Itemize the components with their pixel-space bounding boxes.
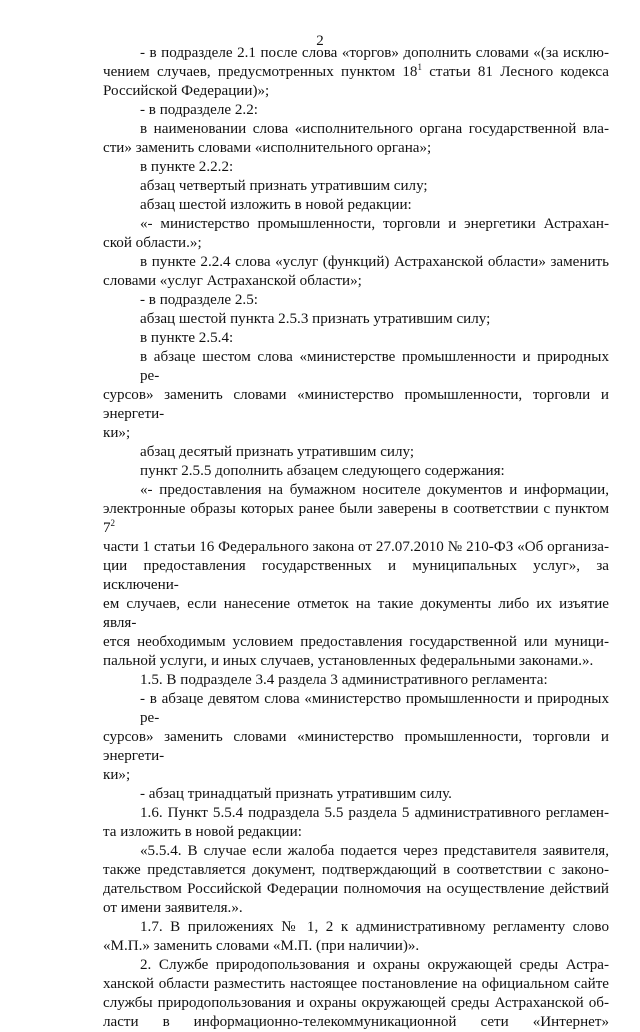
text-line — [103, 671, 609, 690]
text-line-content: та изложить в новой редакции: — [103, 824, 302, 840]
text-line-content: части 1 статьи 16 Федерального закона от 27.07.2010 № 210-ФЗ «Об организа- — [103, 539, 609, 555]
text-line — [103, 310, 609, 329]
text-line-content: словами «услуг Астраханской области»; — [103, 273, 362, 289]
text-line — [103, 633, 609, 652]
text-line-content: сурсов» заменить словами «министерство промышленности, торговли и энергети- — [103, 387, 609, 422]
text-line-content: абзац десятый признать утратившим силу; — [140, 444, 415, 460]
text-line — [103, 500, 609, 538]
text-line — [103, 462, 609, 481]
text-line — [103, 1013, 609, 1032]
text-line — [103, 443, 609, 462]
text-line — [103, 842, 609, 861]
text-line — [103, 956, 609, 975]
text-line — [103, 63, 609, 82]
text-line-content: службы природопользования и охраны окружающей среды Астраханской об- — [103, 995, 609, 1011]
text-line — [103, 215, 609, 234]
text-line — [103, 291, 609, 310]
text-line — [103, 595, 609, 633]
document-body — [103, 44, 609, 1032]
text-line — [103, 861, 609, 880]
text-line-content: - в подразделе 2.1 после слова «торгов» дополнить словами «(за исклю- — [140, 45, 609, 61]
text-line — [103, 234, 609, 253]
text-line-content: - абзац тринадцатый признать утратившим силу. — [140, 786, 452, 802]
text-line — [103, 823, 609, 842]
text-line — [103, 690, 609, 728]
text-line-content: пальной услуги, и иных случаев, установленных федеральными законами.». — [103, 653, 594, 669]
text-line-content: абзац четвертый признать утратившим силу; — [140, 178, 428, 194]
text-line — [103, 272, 609, 291]
text-line-content: «- министерство промышленности, торговли и энергетики Астрахан- — [140, 216, 609, 232]
text-line — [103, 766, 609, 785]
text-line — [103, 44, 609, 63]
text-line-content: ханской области разместить настоящее постановление на официальном сайте — [103, 976, 609, 992]
superscript: 2 — [110, 518, 116, 528]
text-line — [103, 557, 609, 595]
text-line-content: «М.П.» заменить словами «М.П. (при наличии)». — [103, 938, 420, 954]
text-line-content: в абзаце шестом слова «министерстве промышленности и природных ре- — [140, 349, 609, 384]
text-line-content: «5.5.4. В случае если жалоба подается через представителя заявителя, — [140, 843, 609, 859]
text-line-content: в пункте 2.2.4 слова «услуг (функций) Астраханской области» заменить — [140, 254, 609, 270]
text-line — [103, 538, 609, 557]
text-line-content: 2. Службе природопользования и охраны окружающей среды Астра- — [140, 957, 609, 973]
text-line-content: 1.5. В подразделе 3.4 раздела 3 административного регламента: — [140, 672, 548, 688]
text-line-content: ется необходимым условием предоставления государственной или муници- — [103, 634, 609, 650]
text-line-content: чением случаев, предусмотренных пунктом 18 — [103, 64, 418, 80]
text-line-content: электронные образы которых ранее были заверены в соответствии с пунктом 7 — [103, 501, 609, 536]
text-line-content: сурсов» заменить словами «министерство промышленности, торговли и энергети- — [103, 729, 609, 764]
text-line-content: - в подразделе 2.2: — [140, 102, 258, 118]
text-line — [103, 177, 609, 196]
text-line-content: - в абзаце девятом слова «министерство промышленности и природных ре- — [140, 691, 609, 726]
text-line-content: сти» заменить словами «исполнительного органа»; — [103, 140, 432, 156]
text-line-content: пункт 2.5.5 дополнить абзацем следующего содержания: — [140, 463, 505, 479]
text-line-content: ки»; — [103, 767, 131, 783]
text-line-content: «- предоставления на бумажном носителе документов и информации, — [140, 482, 609, 498]
text-line-content: 1.7. В приложениях № 1, 2 к административному регламенту слово — [140, 919, 609, 935]
text-line — [103, 728, 609, 766]
text-line-tail: статьи 81 Лесного кодекса — [421, 64, 610, 80]
text-line — [103, 424, 609, 443]
text-line — [103, 918, 609, 937]
text-line-content: ции предоставления государственных и муниципальных услуг», за исключени- — [103, 558, 609, 593]
text-line-content: абзац шестой изложить в новой редакции: — [140, 197, 412, 213]
text-line-content: ем случаев, если нанесение отметок на такие документы либо их изъятие явля- — [103, 596, 609, 631]
text-line — [103, 348, 609, 386]
text-line-content: в пункте 2.5.4: — [140, 330, 234, 346]
text-line — [103, 994, 609, 1013]
text-line — [103, 880, 609, 899]
text-line — [103, 975, 609, 994]
text-line-content: 1.6. Пункт 5.5.4 подраздела 5.5 раздела 5 административного регламен- — [140, 805, 609, 821]
text-line — [103, 101, 609, 120]
text-line-content: ской области.»; — [103, 235, 202, 251]
text-line-content: ласти в информационно-телекоммуникационной сети «Интернет» — [103, 1014, 609, 1030]
text-line-content: ки»; — [103, 425, 131, 441]
superscript: 1 — [417, 62, 422, 72]
text-line — [103, 82, 609, 101]
text-line — [103, 253, 609, 272]
text-line-content: абзац шестой пункта 2.5.3 признать утратившим силу; — [140, 311, 491, 327]
text-line — [103, 139, 609, 158]
text-line-content: в наименовании слова «исполнительного органа государственной вла- — [140, 121, 609, 137]
text-line-content: Российской Федерации)»; — [103, 83, 270, 99]
text-line — [103, 158, 609, 177]
text-line — [103, 937, 609, 956]
text-line — [103, 120, 609, 139]
text-line-content: от имени заявителя.». — [103, 900, 243, 916]
text-line — [103, 804, 609, 823]
text-line — [103, 785, 609, 804]
text-line — [103, 386, 609, 424]
text-line — [103, 329, 609, 348]
text-line-content: дательством Российской Федерации полномочия на осуществление действий — [103, 881, 609, 897]
text-line — [103, 481, 609, 500]
text-line — [103, 899, 609, 918]
text-line-content: в пункте 2.2.2: — [140, 159, 234, 175]
text-line — [103, 652, 609, 671]
page-number: 2 — [316, 33, 324, 49]
text-line-content: - в подразделе 2.5: — [140, 292, 258, 308]
text-line — [103, 196, 609, 215]
text-line-content: также представляется документ, подтверждающий в соответствии с законо- — [103, 862, 609, 878]
